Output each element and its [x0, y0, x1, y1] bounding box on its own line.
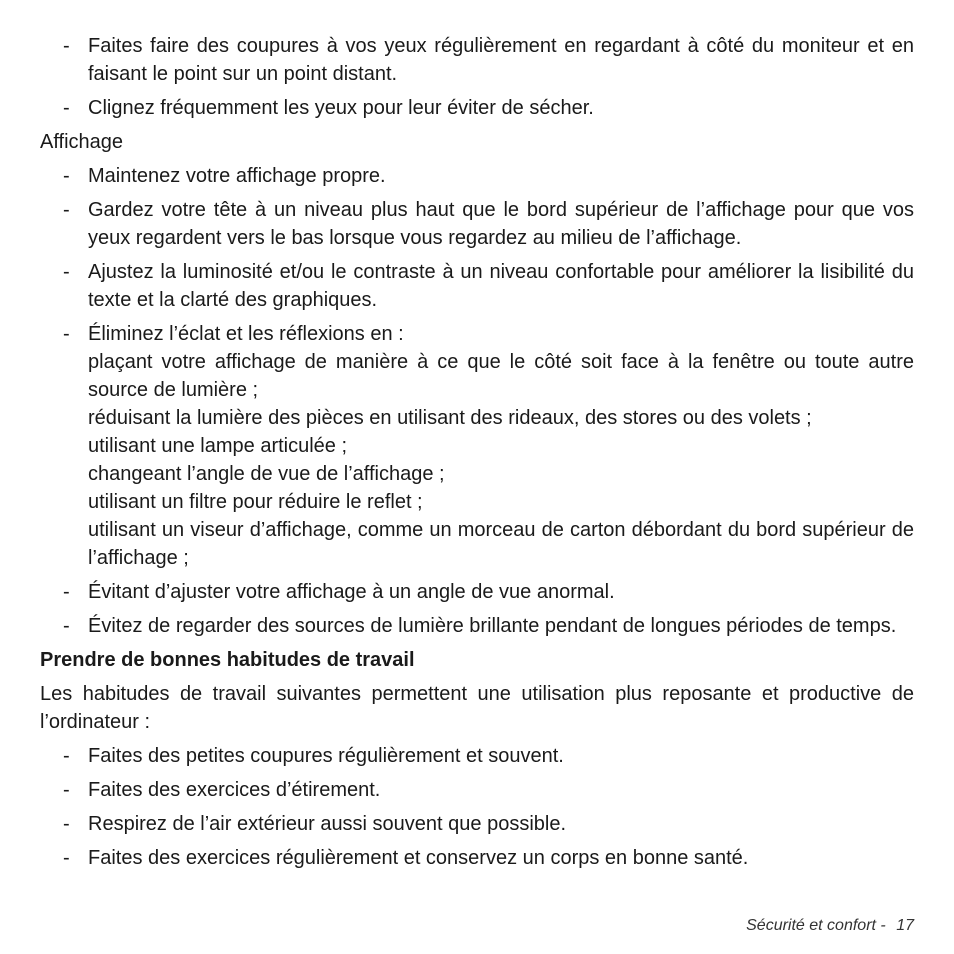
- section-label-affichage: Affichage: [40, 131, 124, 153]
- list-item-glare: - Éliminez l’éclat et les réflexions en : plaçant votre affichage de manière à ce que le côté soit face à la fenêtre ou toute autre source de lumière ; réduisant la lumière des pièces en utilisant des rideaux, des stores ou des volets ; utilisant une lampe articulée ; changeant l’angle de vue de l’affichage ; utilisant un filtre pour réduire le reflet ; utilisant un viseur d’affichage, comme un morceau de carton débordant du bord supérieur de l’affichage ;: [40, 320, 914, 572]
- bullet-dash: -: [63, 261, 70, 283]
- bullet-dash: -: [63, 97, 70, 119]
- list-item: - Clignez fréquemment les yeux pour leur éviter de sécher.: [40, 94, 914, 122]
- bullet-dash: -: [63, 165, 70, 187]
- bullet-dash: -: [63, 813, 70, 835]
- page-footer: [746, 916, 914, 936]
- bullet-dash: -: [63, 35, 70, 57]
- glare-line: réduisant la lumière des pièces en utilisant des rideaux, des stores ou des volets ;: [88, 407, 812, 429]
- bullet-dash: -: [63, 615, 70, 637]
- list-item: - Maintenez votre affichage propre.: [40, 162, 914, 190]
- display-list: [40, 162, 914, 640]
- footer-section: Sécurité et confort -: [746, 917, 886, 934]
- list-item: - Évitant d’ajuster votre affichage à un angle de vue anormal.: [40, 578, 914, 606]
- list-item: - Évitez de regarder des sources de lumière brillante pendant de longues périodes de temps.: [40, 612, 914, 640]
- section-heading: Prendre de bonnes habitudes de travail: [40, 649, 415, 671]
- bullet-dash: -: [63, 847, 70, 869]
- glare-line: plaçant votre affichage de manière à ce que le côté soit face à la fenêtre ou toute autre source de lumière ;: [88, 351, 914, 401]
- bullet-dash: -: [63, 779, 70, 801]
- list-item: - Faites des exercices régulièrement et conservez un corps en bonne santé.: [40, 844, 914, 872]
- page-content: [40, 32, 914, 872]
- bullet-dash: -: [63, 323, 70, 345]
- list-item: - Ajustez la luminosité et/ou le contraste à un niveau confortable pour améliorer la lisibilité du texte et la clarté des graphiques.: [40, 258, 914, 314]
- glare-line: changeant l’angle de vue de l’affichage ;: [88, 463, 445, 485]
- list-item: - Faites faire des coupures à vos yeux régulièrement en regardant à côté du moniteur et en faisant le point sur un point distant.: [40, 32, 914, 88]
- bullet-dash: -: [63, 199, 70, 221]
- glare-line: utilisant un viseur d’affichage, comme un morceau de carton débordant du bord supérieur de l’affichage ;: [88, 519, 914, 569]
- list-item: - Gardez votre tête à un niveau plus haut que le bord supérieur de l’affichage pour que vos yeux regardent vers le bas lorsque vous regardez au milieu de l’affichage.: [40, 196, 914, 252]
- bullet-dash: -: [63, 745, 70, 767]
- glare-line: utilisant un filtre pour réduire le reflet ;: [88, 491, 423, 513]
- page-number: 17: [896, 917, 914, 934]
- habits-intro: Les habitudes de travail suivantes permettent une utilisation plus reposante et productive de l’ordinateur :: [40, 683, 914, 733]
- list-item: - Respirez de l’air extérieur aussi souvent que possible.: [40, 810, 914, 838]
- list-item: - Faites des exercices d’étirement.: [40, 776, 914, 804]
- eye-care-list: [40, 32, 914, 122]
- bullet-dash: -: [63, 581, 70, 603]
- glare-line: utilisant une lampe articulée ;: [88, 435, 348, 457]
- habits-list: [40, 742, 914, 872]
- list-item: - Faites des petites coupures régulièrement et souvent.: [40, 742, 914, 770]
